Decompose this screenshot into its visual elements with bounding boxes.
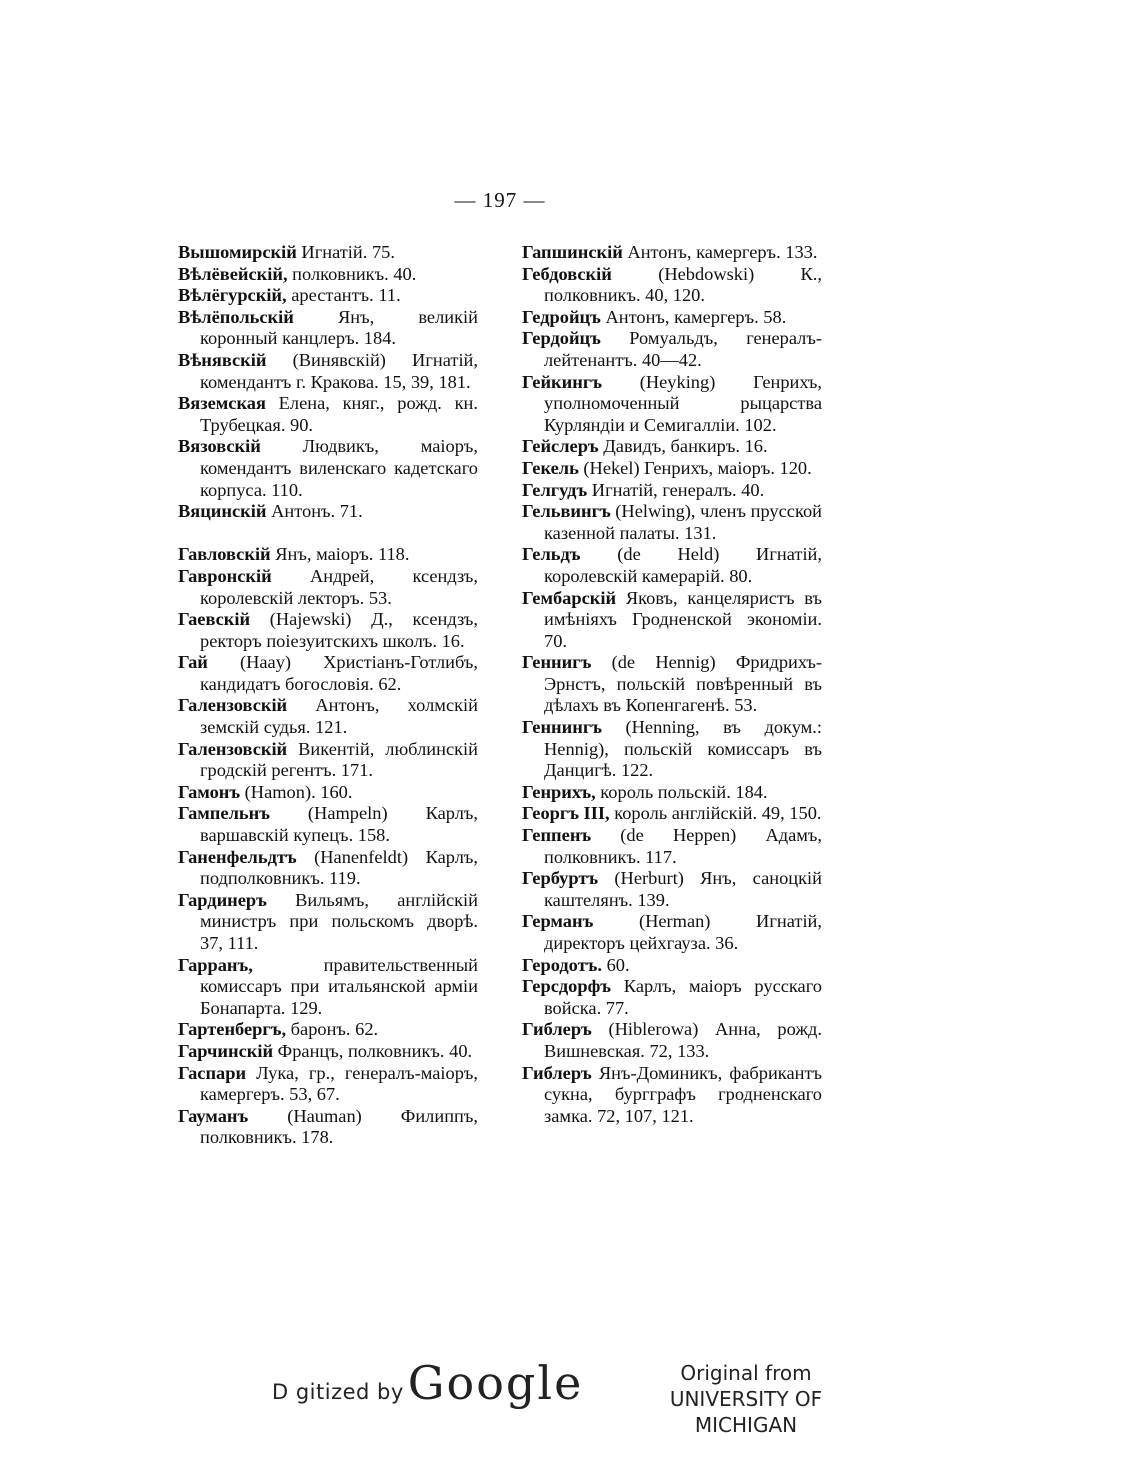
entry-name: Гамонъ [178,781,241,802]
entry-text: Янъ, маіоръ. 118. [270,544,410,565]
index-entry [522,501,822,544]
entry-name: Гардинеръ [178,889,267,910]
index-column-left [178,242,478,1149]
entry-name: Геннигъ [522,652,592,673]
index-entry [522,782,822,804]
entry-text: (Henning, въ докум.: Hennig), польскій комиссаръ въ Данцигѣ. 122. [544,717,822,781]
entry-name: Гавронскій [178,565,272,586]
entry-name: Георгъ III, [522,803,610,824]
entry-text: (Hajewski) Д., ксендзъ, ректоръ поіезуитскихъ школъ. 16. [200,609,478,651]
entry-name: Гелгудъ [522,479,588,500]
entry-name: Гембарскій [522,587,617,608]
entry-name: Гампельнъ [178,803,270,824]
entry-text: (de Heppen) Адамъ, полковникъ. 117. [544,825,822,867]
entry-name: Герсдорфъ [522,976,612,997]
entry-name: Гердойцъ [522,328,601,349]
entry-text: (Hekel) Генрихъ, маіоръ. 120. [578,457,812,478]
entry-text: Антонъ, холмскій земскій судья. 121. [200,695,478,738]
index-entry [178,955,478,1020]
entry-name: Галензовскій [178,695,288,716]
index-entry [178,242,478,264]
entry-text: Янъ-Доминикъ, фабрикантъ сукна, бургграфъ гродненскаго замка. 72, 107, 121. [544,1062,822,1126]
index-entry [522,307,822,329]
entry-name: Вяцинскій [178,501,267,522]
entry-name: Гарчинскій [178,1040,274,1061]
university-label: UNIVERSITY OF MICHIGAN [669,1387,823,1437]
entry-name: Гапшинскій [522,242,623,262]
entry-text: (Hamon). 160. [240,781,353,802]
entry-name: Вышомирскій [178,242,297,262]
index-entry [522,264,822,307]
entry-name: Ганенфельдтъ [178,846,297,867]
entry-text: (Herburt) Янъ, саноцкій каштелянъ. 139. [544,868,822,910]
index-entry [522,1063,822,1128]
entry-name: Гиблеръ [522,1062,592,1083]
index-entry [178,1041,478,1063]
entry-text: (de Held) Игнатій, королевскій камерарій. 80. [544,544,822,586]
index-entry [522,652,822,717]
index-entry [522,717,822,782]
entry-text: Андрей, ксендзъ, королевскій лекторъ. 53. [200,565,478,608]
index-entry [178,1106,478,1149]
index-entry [522,868,822,911]
entry-text: (Hauman) Филиппъ, полковникъ. 178. [200,1105,478,1148]
entry-name: Вѣлёпольскій [178,306,294,327]
index-entry [522,458,822,480]
entry-text: Людвикъ, маіоръ, комендантъ виленскаго кадетскаго корпуса. 110. [200,436,478,500]
entry-name: Гартенбергъ, [178,1019,287,1040]
entry-name: Гарранъ, [178,954,253,975]
entry-name: Геродотъ. [522,954,602,975]
entry-name: Гавловскій [178,544,271,565]
google-logo: Google [407,1356,584,1410]
entry-text: (Hiblerowa) Анна, рожд. Вишневская. 72, 133. [544,1019,822,1061]
index-entry [178,350,478,393]
entry-name: Вяземская [178,393,266,414]
index-entry [522,911,822,954]
entry-text: Давидъ, банкиръ. 16. [598,436,768,457]
index-entry [178,652,478,695]
index-entry [522,588,822,653]
entry-text: Викентій, люблинскій гродскій регентъ. 171. [200,738,478,781]
entry-text: (Haay) Христіанъ-Готлибъ, кандидатъ богословія. 62. [200,652,478,694]
entry-name: Гай [178,652,208,673]
index-entry [178,803,478,846]
entry-text: Янъ, великій коронный канцлеръ. 184. [200,306,478,349]
index-entry [178,847,478,890]
entry-name: Геппенъ [522,825,592,846]
entry-name: Вязовскій [178,436,261,457]
index-entry [178,1019,478,1041]
entry-text: (Hanenfeldt) Карлъ, подполковникъ. 119. [200,846,478,889]
index-entry [178,436,478,501]
entry-text: Лука, гр., генералъ-маіоръ, камергеръ. 53, 67. [200,1062,478,1105]
entry-name: Гекель [522,457,579,478]
entry-text: Игнатій. 75. [296,242,395,262]
index-entry [178,609,478,652]
entry-name: Гейкингъ [522,371,602,392]
entry-name: Гербуртъ [522,868,599,889]
page-number: — 197 — [454,188,546,212]
entry-name: Вѣнявскій [178,349,267,370]
entry-name: Гаспари [178,1062,247,1083]
entry-text: (de Hennig) Фридрихъ-Эрнстъ, польскій повѣренный въ дѣлахъ въ Копенгагенѣ. 53. [544,652,822,716]
index-entry [522,803,822,825]
index-entry [178,544,478,566]
entry-text: Ромуальдъ, генералъ-лейтенантъ. 40—42. [544,328,822,370]
digitized-by-watermark [272,1356,583,1416]
index-entry [178,393,478,436]
index-entry [522,328,822,371]
entry-text: (Винявскій) Игнатій, комендантъ г. Кракова. 15, 39, 181. [200,349,478,392]
index-entry [522,825,822,868]
entry-text: 60. [601,954,630,975]
index-entry [522,1019,822,1062]
entry-text: полковникъ. 40. [287,263,417,284]
entry-text: Яковъ, канцеляристъ въ имѣніяхъ Гродненской экономіи. 70. [544,587,822,651]
entry-name: Гаевскій [178,609,251,630]
entry-text: Вильямъ, англійскій министръ при польскомъ дворѣ. 37, 111. [200,889,478,953]
entry-text: Игнатій, генералъ. 40. [587,479,765,500]
entry-text: король польскій. 184. [595,781,768,802]
entry-text: (Hampeln) Карлъ, варшавскій купецъ. 158. [200,803,478,846]
index-entry [178,739,478,782]
entry-name: Гельдъ [522,544,581,565]
index-entry [522,436,822,458]
entry-text: Антонъ, камергеръ. 58. [600,306,787,327]
index-entry [178,307,478,350]
entry-name: Гебдовскій [522,263,612,284]
entry-name: Гельвингъ [522,501,611,522]
index-entry [522,372,822,437]
entry-name: Геннингъ [522,717,602,738]
entry-name: Гедройцъ [522,306,601,327]
entry-text: Антонъ. 71. [266,501,363,522]
entry-text: Карлъ, маіоръ русскаго войска. 77. [544,976,822,1018]
index-entry [522,544,822,587]
entry-text: король англійскій. 49, 150. [609,803,822,824]
entry-text: (Heyking) Генрихъ, уполномоченный рыцарства Курляндіи и Семигалліи. 102. [544,371,822,435]
entry-name: Гиблеръ [522,1019,592,1040]
entry-name: Галензовскій [178,738,288,759]
index-entry [522,976,822,1019]
original-from-watermark [616,1360,876,1438]
entry-name: Генрихъ, [522,781,596,802]
entry-text: баронъ. 62. [286,1019,379,1040]
index-entry [178,695,478,738]
index-entry [178,566,478,609]
entry-name: Гейслеръ [522,436,599,457]
index-column-right [522,242,822,1127]
index-entry [522,955,822,977]
index-entry [178,782,478,804]
index-entry [178,1063,478,1106]
entry-name: Германъ [522,911,594,932]
entry-name: Вѣлёвейскій, [178,263,288,284]
entry-name: Вѣлёгурскій, [178,285,287,306]
index-entry [178,890,478,955]
entry-text: арестантъ. 11. [286,285,401,306]
entry-text: Францъ, полковникъ. 40. [273,1040,473,1061]
index-entry [522,480,822,502]
entry-text: (Helwing), членъ прусской казенной палаты. 131. [544,501,822,543]
digitized-label: D gitized by [272,1380,404,1404]
entry-text: (Herman) Игнатій, директоръ цейхгауза. 36. [544,911,822,953]
original-from-label: Original from [680,1361,812,1385]
entry-name: Гауманъ [178,1105,249,1126]
entry-text: (Hebdowski) К., полковникъ. 40, 120. [544,263,822,306]
entry-text: Антонъ, камергеръ. 133. [622,242,818,262]
index-entry [178,285,478,307]
section-gap [178,523,478,545]
entry-text: правительственный комиссаръ при итальянской арміи Бонапарта. 129. [200,954,478,1018]
index-entry [178,501,478,523]
entry-text: Елена, княг., рожд. кн. Трубецкая. 90. [200,393,478,435]
index-entry [522,242,822,264]
index-entry [178,264,478,286]
